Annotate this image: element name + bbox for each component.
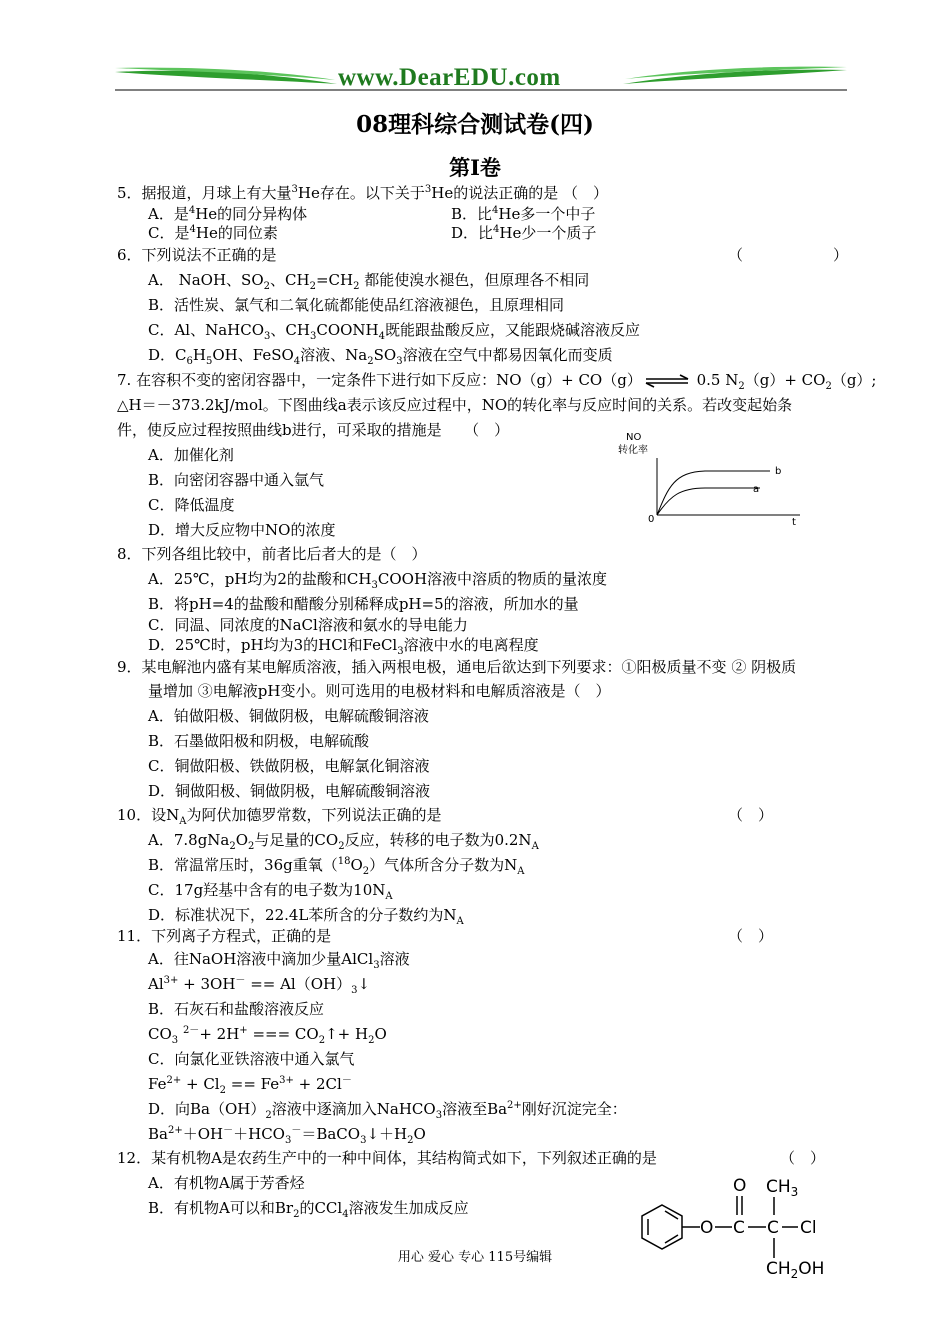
chlorine-atom: Cl: [800, 1218, 817, 1238]
q10-option-d: D．标准状况下，22.4L苯所含的分子数约为$N_A$: [148, 906, 464, 927]
q8-option-b: B．将pH=4的盐酸和醋酸分别稀释成pH=5的溶液，所加水的量: [148, 595, 579, 613]
q11-stem: 11．下列离子方程式，正确的是: [117, 927, 332, 945]
graph-ylabel-rate: 转化率: [618, 445, 648, 456]
q9-option-d: D．铜做阳极、铜做阴极，电解硫酸铜溶液: [148, 782, 431, 800]
q8-option-d: D．25℃时，pH均为3的HCl和FeCl$_3$溶液中水的电离程度: [148, 636, 539, 657]
q11-option-b: B．石灰石和盐酸溶液反应: [148, 1000, 325, 1018]
q12-answer-paren: （ ）: [780, 1149, 826, 1167]
curve-a-label: a: [753, 484, 760, 495]
page-footer: 用心 爱心 专心 115号编辑: [397, 1250, 553, 1265]
q12-structural-formula: [636, 1172, 848, 1282]
q10-answer-paren: （ ）: [728, 806, 774, 824]
q7-line1: 7. 在容积不变的密闭容器中，一定条件下进行如下反应：NO（g）+ CO（g） 0.5 $N_2(g)+ CO_2(g)$;: [117, 371, 877, 392]
q5-option-d: D．比$^4$He少一个质子: [451, 224, 597, 242]
curve-a: [657, 488, 760, 515]
ester-oxygen: O: [700, 1218, 714, 1238]
q7-option-d: D．增大反应物中NO的浓度: [148, 521, 336, 539]
q11-equation-d: $Ba^{2+}+OH^-+HCO_3^-=BaCO_3↓+H_2O$: [148, 1125, 426, 1146]
q11-answer-paren: （ ）: [728, 927, 774, 945]
q9-option-a: A．铂做阳极、铜做阴极，电解硫酸铜溶液: [148, 707, 429, 725]
q8-option-a: A．25℃，pH均为2的盐酸和$CH_3COOH$溶液中溶质的物质的量浓度: [148, 570, 608, 591]
q8-option-c: C．同温、同浓度的NaCl溶液和氨水的导电能力: [148, 616, 468, 634]
equilibrium-arrow-icon: [644, 374, 690, 388]
benzene-ring-icon: [642, 1205, 682, 1249]
q11-equation-c: $Fe^{2+} + Cl_2 == Fe^{3+} + 2Cl^-$: [148, 1075, 352, 1096]
carbonyl-oxygen: O: [733, 1176, 747, 1196]
q7-line3: 件，使反应过程按照曲线b进行，可采取的措施是 （ ）: [117, 421, 510, 439]
q5-option-b: B．比$^4$He多一个中子: [451, 205, 596, 223]
site-logo: www.DearEDU.com: [338, 64, 561, 91]
q9-option-b: B．石墨做阳极和阴极，电解硫酸: [148, 732, 370, 750]
q7-option-b: B．向密闭容器中通入氩气: [148, 471, 325, 489]
q10-stem: 10．设$N_A$为阿伏加德罗常数，下列说法正确的是: [117, 806, 442, 827]
q7-conversion-graph: [610, 428, 810, 528]
graph-origin: 0: [648, 514, 655, 525]
q8-stem: 8．下列各组比较中，前者比后者大的是（ ）: [117, 545, 427, 563]
q6-answer-paren: （ ）: [728, 246, 849, 264]
q12-option-a: A．有机物A属于芳香烃: [148, 1174, 305, 1192]
q10-option-c: C．17g羟基中含有的电子数为$10N_A$: [148, 881, 393, 902]
q6-option-a: A． NaOH、$SO_2$、$CH_2=CH_2$ 都能使溴水褪色，但原理各不相同: [148, 271, 590, 292]
q9-line2: 量增加 ③电解液pH变小。则可选用的电极材料和电解质溶液是（ ）: [148, 682, 611, 700]
q6-option-c: C．Al、NaHCO$_3$、$CH_3COONH_4$既能跟盐酸反应，又能跟烧碱溶液反应: [148, 321, 641, 342]
q11-option-a: A．往NaOH溶液中滴加少量AlCl$_3$溶液: [148, 950, 410, 971]
quaternary-carbon: C: [767, 1218, 779, 1238]
q7-option-c: C．降低温度: [148, 496, 235, 514]
q11-option-d: D．向$Ba(OH)_2$溶液中逐滴加入NaHCO$_3$溶液至$Ba^{2+}$刚好沉淀完全：: [148, 1100, 627, 1121]
q12-option-b: B．有机物A可以和$Br_2$的CCl$_4$溶液发生加成反应: [148, 1199, 469, 1220]
page-title: 08理科综合测试卷(四): [356, 111, 594, 138]
q9-line1: 9．某电解池内盛有某电解质溶液，插入两根电极，通电后欲达到下列要求：①阳极质量不变 ② 阴极质: [117, 658, 797, 676]
curve-b-label: b: [775, 466, 782, 477]
methyl-group: $CH_3$: [766, 1177, 799, 1199]
part-heading: 第Ⅰ卷: [449, 155, 501, 180]
q5-stem: 5．据报道，月球上有大量$^3$He存在。以下关于$^3$He的说法正确的是 （ ）: [117, 184, 608, 202]
q9-option-c: C．铜做阳极、铁做阴极，电解氯化铜溶液: [148, 757, 430, 775]
carbonyl-carbon: C: [733, 1218, 745, 1238]
q7-option-a: A．加催化剂: [148, 446, 234, 464]
q11-equation-b: $CO_3$ $^{2-}$+ 2H+ === $CO_2↑+ H_2O$: [148, 1025, 387, 1046]
q5-option-c: C．是$^4$He的同位素: [148, 224, 278, 242]
graph-ylabel-no: NO: [626, 432, 642, 443]
hydroxymethyl-group: $CH_2OH$: [766, 1259, 825, 1281]
q11-equation-a: $Al^{3+} + 3OH^-$ == $Al(OH)_3↓$: [148, 975, 371, 996]
q7-line2: △H＝－373.2kJ/mol。下图曲线a表示该反应过程中，NO的转化率与反应时间的关系。若改变起始条: [117, 396, 793, 414]
q5-option-a: A．是$^4$He的同分异构体: [148, 205, 308, 223]
q6-option-b: B．活性炭、氯气和二氧化硫都能使品红溶液褪色，且原理相同: [148, 296, 565, 314]
q12-stem: 12．某有机物A是农药生产中的一种中间体，其结构简式如下，下列叙述正确的是: [117, 1149, 657, 1167]
graph-x-label: t: [792, 517, 796, 528]
q6-stem: 6．下列说法不正确的是: [117, 246, 277, 264]
q10-option-b: B．常温常压时，36g重氧$(^{18}O_2)$气体所含分子数为$N_A$: [148, 856, 525, 877]
q11-option-c: C．向氯化亚铁溶液中通入氯气: [148, 1050, 355, 1068]
q10-option-a: A．$7.8gNa_2O_2$与足量的$CO_2$反应，转移的电子数为$0.2N_A$: [148, 831, 539, 852]
q6-option-d: D．$C_6H_5OH$、FeSO$_4$溶液、$Na_2SO_3$溶液在空气中都易因氧化而变质: [148, 346, 613, 367]
